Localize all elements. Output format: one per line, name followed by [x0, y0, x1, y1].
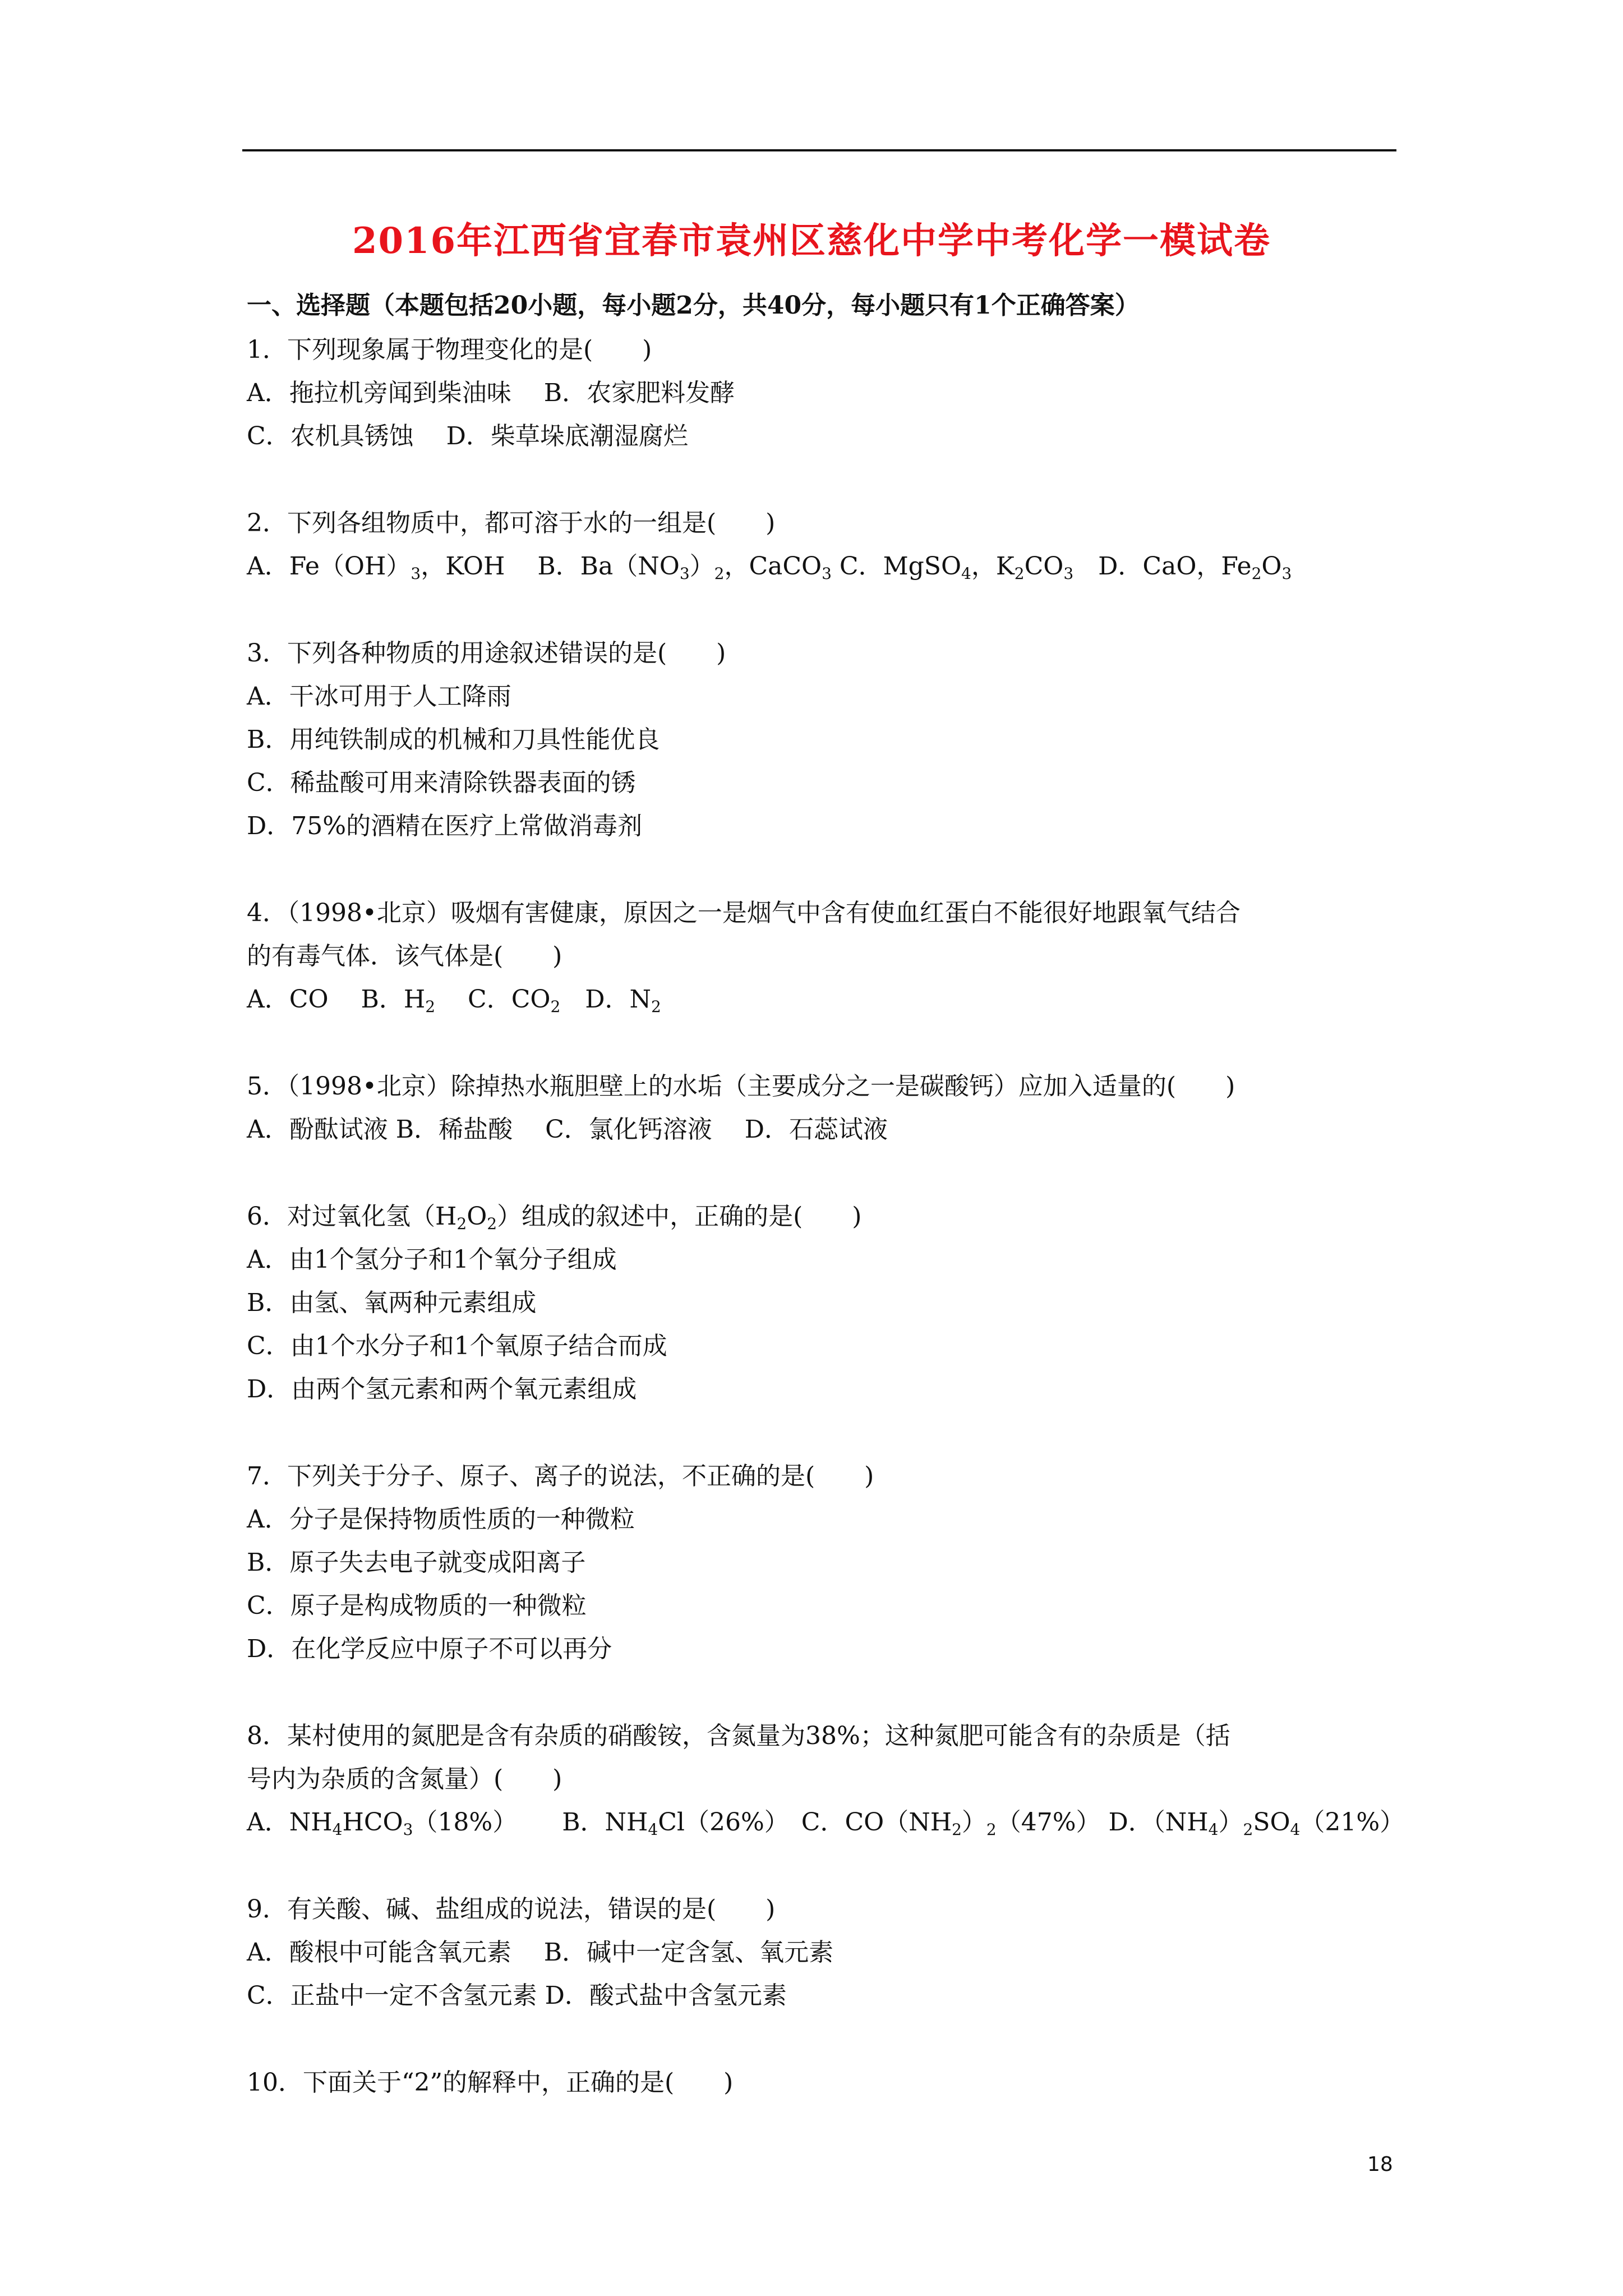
option-line: A．分子是保持物质性质的一种微粒 — [247, 1505, 635, 1534]
option-line: B．由氢、氧两种元素组成 — [247, 1289, 537, 1317]
question-9 — [247, 1888, 1413, 2017]
question-stem: 3．下列各种物质的用途叙述错误的是( ) — [247, 639, 726, 668]
option-line: C．农机具锈蚀 D．柴草垛底潮湿腐烂 — [247, 422, 688, 450]
question-stem: 5．（1998•北京）除掉热水瓶胆壁上的水垢（主要成分之一是碳酸钙）应加入适量的( ) — [247, 1072, 1235, 1101]
option-line: A．酚酞试液 B．稀盐酸 C．氯化钙溶液 D．石蕊试液 — [247, 1115, 888, 1144]
question-6 — [247, 1195, 1413, 1411]
section-heading: 一、选择题（本题包括20小题，每小题2分，共40分，每小题只有1个正确答案） — [247, 291, 1140, 320]
option-line: C．正盐中一定不含氢元素 D．酸式盐中含氢元素 — [247, 1981, 787, 2010]
option-line: B．用纯铁制成的机械和刀具性能优良 — [247, 725, 660, 754]
question-stem: 1．下列现象属于物理变化的是( ) — [247, 335, 652, 364]
question-stem: 4．（1998•北京）吸烟有害健康，原因之一是烟气中含有使血红蛋白不能很好地跟氧气结合 — [247, 899, 1241, 927]
page-number: 18 — [1367, 2153, 1393, 2176]
option-line: A．CO B．$H_2$ C．$CO_2$ D．$N_2$ — [247, 985, 661, 1016]
question-stem: 8．某村使用的氮肥是含有杂质的硝酸铵，含氮量为38%；这种氮肥可能含有的杂质是（括 — [247, 1722, 1230, 1750]
option-line: A．$Fe(OH)_3$，KOH B．$Ba(NO_3)_2$，CaCO$_3$ C．MgSO$_4$，$K_2CO_3$ D．CaO，$Fe_2O_3$ — [247, 552, 1292, 583]
question-10 — [247, 2061, 1413, 2104]
option-line: D．在化学反应中原子不可以再分 — [247, 1635, 612, 1663]
question-list — [247, 328, 1413, 2148]
question-3 — [247, 632, 1413, 848]
option-line: C．原子是构成物质的一种微粒 — [247, 1591, 587, 1620]
option-line: A．$NH_4HCO_3(18\%)$ B．$NH_4Cl(26\%)$ C．$CO(NH_2)_2(47\%)$ D．$(NH_4)_2SO_4(21\%)$ — [247, 1808, 1405, 1839]
option-line: C．由1个水分子和1个氧原子结合而成 — [247, 1332, 667, 1360]
page-title: 2016年江西省宜春市袁州区慈化中学中考化学一模试卷 — [352, 220, 1271, 262]
question-8 — [247, 1714, 1413, 1844]
question-stem: 6．对过氧化氢$(H_2O_2)$组成的叙述中，正确的是( ) — [247, 1202, 862, 1233]
option-line: D．75%的酒精在医疗上常做消毒剂 — [247, 812, 643, 840]
option-line: A．由1个氢分子和1个氧分子组成 — [247, 1245, 617, 1274]
option-line: A．拖拉机旁闻到柴油味 B．农家肥料发酵 — [247, 379, 735, 407]
question-stem: 号内为杂质的含氮量）( ) — [247, 1765, 562, 1793]
question-4 — [247, 891, 1413, 1021]
question-stem: 2．下列各组物质中，都可溶于水的一组是( ) — [247, 509, 776, 537]
header-rule — [242, 149, 1396, 151]
question-1 — [247, 328, 1413, 458]
option-line: A．干冰可用于人工降雨 — [247, 682, 511, 711]
option-line: A．酸根中可能含氧元素 B．碱中一定含氢、氧元素 — [247, 1938, 834, 1967]
option-line: B．原子失去电子就变成阳离子 — [247, 1548, 586, 1577]
question-7 — [247, 1455, 1413, 1671]
question-stem: 的有毒气体．该气体是( ) — [247, 942, 562, 970]
question-2 — [247, 501, 1413, 588]
question-stem: 9．有关酸、碱、盐组成的说法，错误的是( ) — [247, 1895, 776, 1924]
question-stem: 10．下面关于“2”的解释中，正确的是( ) — [247, 2068, 734, 2097]
question-5 — [247, 1065, 1413, 1151]
option-line: D．由两个氢元素和两个氧元素组成 — [247, 1375, 637, 1404]
option-line: C．稀盐酸可用来清除铁器表面的锈 — [247, 769, 636, 797]
question-stem: 7．下列关于分子、原子、离子的说法，不正确的是( ) — [247, 1462, 874, 1490]
